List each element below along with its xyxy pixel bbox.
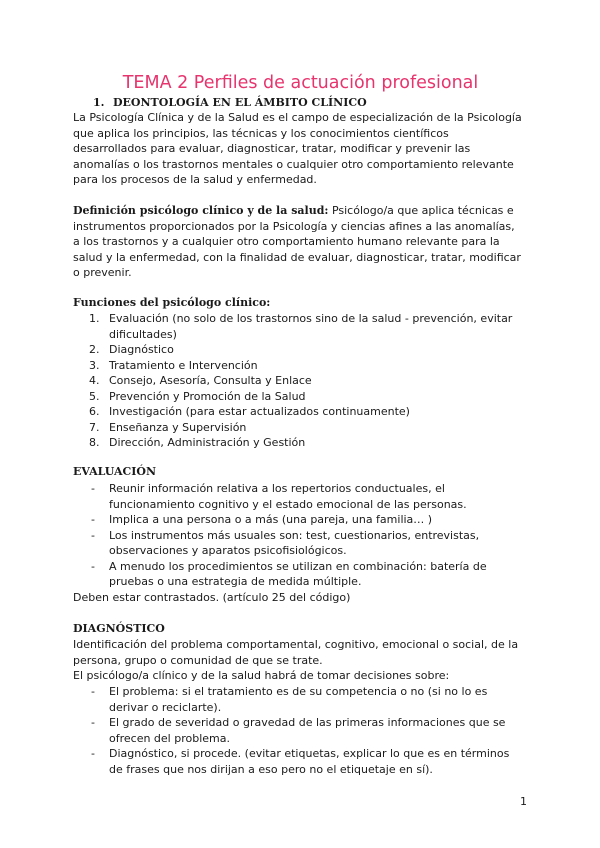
item-number: 1. bbox=[89, 312, 100, 325]
item-line: Investigación (para estar actualizados continuamente) bbox=[109, 405, 410, 418]
dash-bullet: - bbox=[91, 482, 95, 495]
diagnostico-paragraph bbox=[73, 637, 528, 684]
text-line: para los procesos de la salud y enfermedad. bbox=[73, 173, 317, 186]
list-item bbox=[73, 559, 487, 590]
text-line bbox=[73, 203, 528, 219]
item-line: Evaluación (no solo de los trastornos sino de la salud - prevención, evitar bbox=[109, 312, 513, 325]
item-line: Implica a una persona o a más (una pareja, una familia… ) bbox=[109, 513, 433, 526]
list-item bbox=[73, 373, 512, 389]
list-item bbox=[73, 358, 512, 374]
list-item bbox=[73, 389, 512, 405]
definition-label: Definición psicólogo clínico y de la salud: bbox=[73, 204, 329, 217]
text-line: La Psicología Clínica y de la Salud es el campo de especialización de la Psicología bbox=[73, 111, 522, 124]
text-line: salud y la enfermedad, con la finalidad de evaluar, diagnosticar, tratar, modificar bbox=[73, 250, 521, 264]
functions-list bbox=[73, 311, 512, 451]
text-line: El psicólogo/a clínico y de la salud habrá de tomar decisiones sobre: bbox=[73, 669, 450, 682]
text-line: que aplica los principios, las técnicas y los conocimientos científicos bbox=[73, 126, 449, 140]
item-number: 2. bbox=[89, 343, 100, 356]
list-item bbox=[73, 684, 509, 715]
dash-bullet: - bbox=[91, 747, 95, 760]
dash-bullet: - bbox=[91, 716, 95, 729]
item-line: A menudo los procedimientos se utilizan en combinación: batería de bbox=[109, 559, 487, 573]
item-line: El problema: si el tratamiento es de su competencia o no (si no lo es bbox=[109, 685, 488, 698]
diagnostico-heading: DIAGNÓSTICO bbox=[73, 622, 165, 635]
item-line: derivar o reciclarte). bbox=[109, 700, 222, 714]
list-item bbox=[73, 435, 512, 451]
dash-bullet: - bbox=[91, 528, 95, 542]
list-item bbox=[73, 512, 487, 528]
item-line: Enseñanza y Supervisión bbox=[109, 420, 247, 434]
item-number: 7. bbox=[89, 420, 100, 434]
section-number: 1. bbox=[93, 96, 105, 109]
item-line: El grado de severidad o gravedad de las primeras informaciones que se bbox=[109, 716, 506, 729]
item-line: Prevención y Promoción de la Salud bbox=[109, 389, 306, 403]
text-line: instrumentos proporcionados por la Psicología y ciencias afines a las anomalías, bbox=[73, 219, 515, 233]
text-line: persona, grupo o comunidad de que se trate. bbox=[73, 653, 323, 667]
item-number: 5. bbox=[89, 389, 100, 403]
list-item bbox=[73, 715, 509, 746]
section-heading bbox=[93, 95, 367, 111]
text-line: desarrollados para evaluar, diagnosticar, tratar, modificar y prevenir las bbox=[73, 142, 471, 155]
list-item bbox=[73, 481, 487, 512]
text-line: Identificación del problema comportamental, cognitivo, emocional o social, de la bbox=[73, 638, 519, 651]
item-line: ofrecen del problema. bbox=[109, 731, 230, 745]
functions-heading: Funciones del psicólogo clínico: bbox=[73, 296, 271, 309]
item-line: Reunir información relativa a los repertorios conductuales, el bbox=[109, 482, 445, 495]
diagnostico-list bbox=[73, 684, 509, 777]
item-number: 4. bbox=[89, 374, 100, 387]
list-item bbox=[73, 528, 487, 559]
item-number: 6. bbox=[89, 405, 100, 418]
item-line: funcionamiento cognitivo y el estado emocional de las personas. bbox=[109, 497, 467, 511]
item-line: dificultades) bbox=[109, 327, 177, 341]
text-line: anomalías o los trastornos mentales o cualquier otro comportamiento relevante bbox=[73, 157, 514, 171]
dash-bullet: - bbox=[91, 685, 95, 698]
item-number: 8. bbox=[89, 436, 100, 449]
list-item bbox=[73, 746, 509, 777]
text-line: a los trastornos y a cualquier otro comportamiento humano relevante para la bbox=[73, 235, 500, 248]
page-number: 1 bbox=[520, 795, 527, 808]
item-line: Dirección, Administración y Gestión bbox=[109, 436, 306, 449]
intro-paragraph bbox=[73, 110, 528, 188]
item-line: pruebas o una estrategia de medida múltiple. bbox=[109, 575, 362, 588]
list-item bbox=[73, 404, 512, 420]
evaluacion-note: Deben estar contrastados. (artículo 25 del código) bbox=[73, 591, 351, 604]
item-line: Los instrumentos más usuales son: test, cuestionarios, entrevistas, bbox=[109, 528, 480, 542]
dash-bullet: - bbox=[91, 513, 95, 526]
item-number: 3. bbox=[89, 358, 100, 372]
item-line: de frases que nos dirijan a eso pero no el etiquetaje en sí). bbox=[109, 762, 433, 776]
definition-first-line: Psicólogo/a que aplica técnicas e bbox=[328, 204, 514, 217]
list-item bbox=[73, 342, 512, 358]
item-line: observaciones y aparatos psicofisiológicos. bbox=[109, 544, 347, 557]
dash-bullet: - bbox=[91, 559, 95, 573]
item-line: Diagnóstico bbox=[109, 343, 174, 356]
evaluacion-list bbox=[73, 481, 487, 590]
document-title: TEMA 2 Perfiles de actuación profesional bbox=[122, 73, 479, 93]
list-item bbox=[73, 420, 512, 436]
item-line: Consejo, Asesoría, Consulta y Enlace bbox=[109, 374, 312, 387]
item-line: Diagnóstico, si procede. (evitar etiquetas, explicar lo que es en términos bbox=[109, 747, 510, 760]
item-line: Tratamiento e Intervención bbox=[109, 358, 258, 372]
list-item bbox=[73, 311, 512, 342]
definition-paragraph bbox=[73, 203, 528, 281]
section-heading-text: DEONTOLOGÍA EN EL ÁMBITO CLÍNICO bbox=[113, 96, 367, 109]
evaluacion-heading: EVALUACIÓN bbox=[73, 465, 157, 478]
text-line: o prevenir. bbox=[73, 266, 132, 279]
